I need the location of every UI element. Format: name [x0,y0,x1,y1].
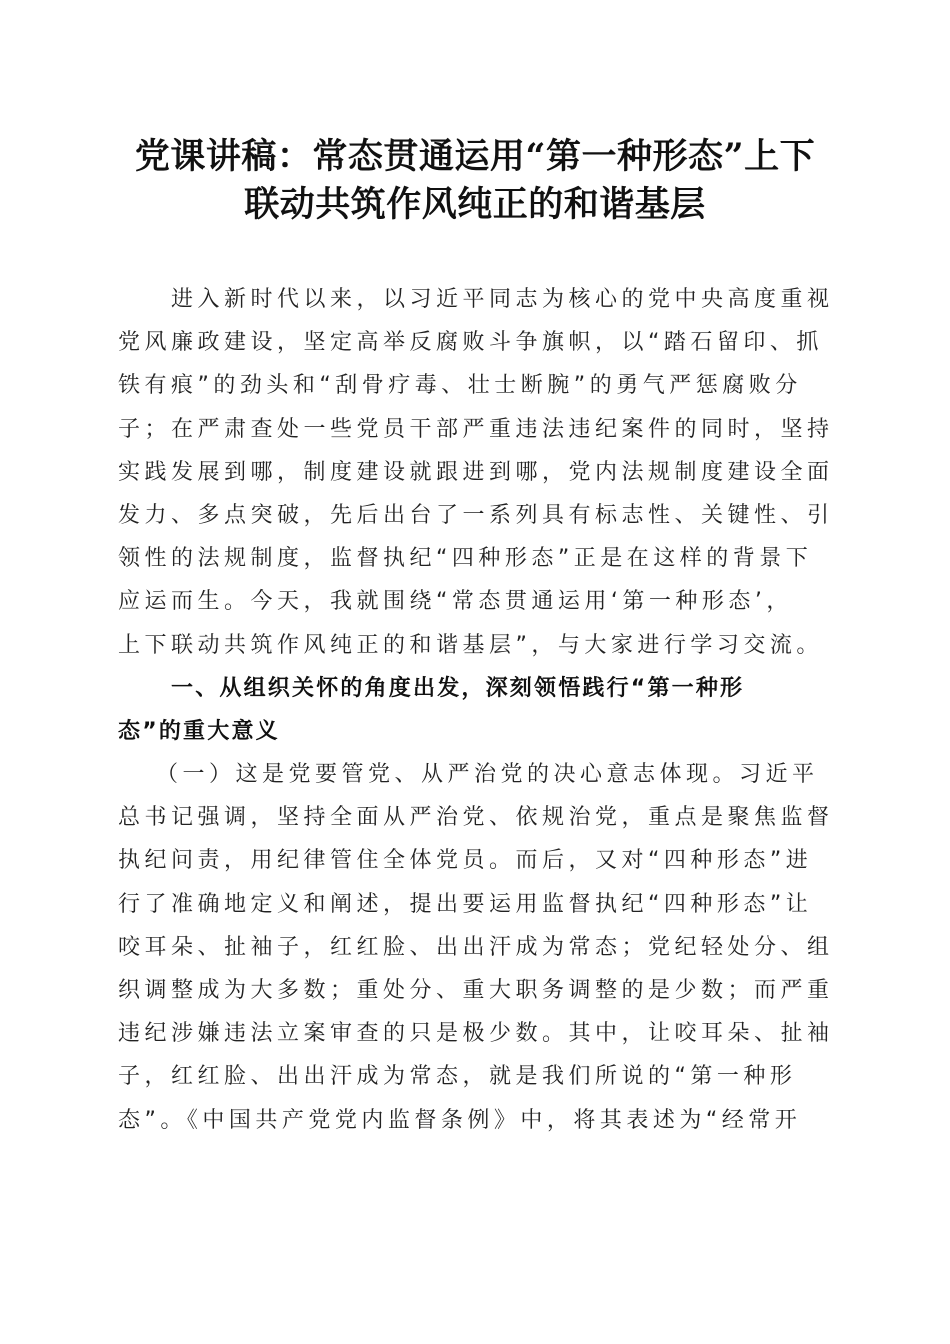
subsection-paragraph [118,753,834,1142]
paragraph-line: 子，红红脸、出出汗成为常态，就是我们所说的“第一种形 [118,1064,797,1090]
heading-line: 一、从组织关怀的角度出发，深刻领悟践行“第一种形 [171,675,745,701]
intro-paragraph [118,278,834,667]
heading-line: 态”的重大意义 [118,718,280,744]
paragraph-line: 行了准确地定义和阐述，提出要运用监督执纪“四种形态”让 [118,891,813,917]
paragraph-line: 应运而生。今天，我就围绕“常态贯通运用‘第一种形态’， [118,589,793,615]
paragraph-line: 执纪问责，用纪律管住全体党员。而后，又对“四种形态”进 [118,848,813,874]
paragraph-line: 织调整成为大多数；重处分、重大职务调整的是少数；而严重 [118,978,834,1003]
paragraph-line: 实践发展到哪，制度建设就跟进到哪，党内法规制度建设全面 [118,459,834,485]
paragraph-line: 党风廉政建设，坚定高举反腐败斗争旗帜，以“踏石留印、抓 [118,330,823,356]
paragraph-line: 进入新时代以来，以习近平同志为核心的党中央高度重视 [171,287,834,312]
section-heading [118,667,824,753]
paragraph-line: 领性的法规制度，监督执纪“四种形态”正是在这样的背景下 [118,546,813,572]
paragraph-line: 态”。《中国共产党党内监督条例》中，将其表述为“经常开 [118,1107,802,1133]
document-body [118,278,834,1142]
paragraph-line: 铁有痕”的劲头和“刮骨疗毒、壮士断腕”的勇气严惩腐败分 [118,373,802,399]
paragraph-line: 总书记强调，坚持全面从严治党、依规治党，重点是聚焦监督 [118,805,834,831]
title-line: 联动共筑作风纯正的和谐基层 [244,184,706,225]
paragraph-line: 发力、多点突破，先后出台了一系列具有标志性、关键性、引 [118,502,834,528]
paragraph-line: 子；在严肃查处一些党员干部严重违法违纪案件的同时，坚持 [118,416,834,442]
document-title [100,133,850,229]
paragraph-line: 咬耳朵、扯袖子，红红脸、出出汗成为常态；党纪轻处分、组 [118,934,834,960]
paragraph-line: 违纪涉嫌违法立案审查的只是极少数。其中，让咬耳朵、扯袖 [118,1021,834,1047]
paragraph-line: （一）这是党要管党、从严治党的决心意志体现。习近平 [156,762,819,788]
title-line: 党课讲稿：常态贯通运用“第一种形态”上下 [134,136,816,177]
paragraph-line: 上下联动共筑作风纯正的和谐基层”，与大家进行学习交流。 [118,632,823,658]
